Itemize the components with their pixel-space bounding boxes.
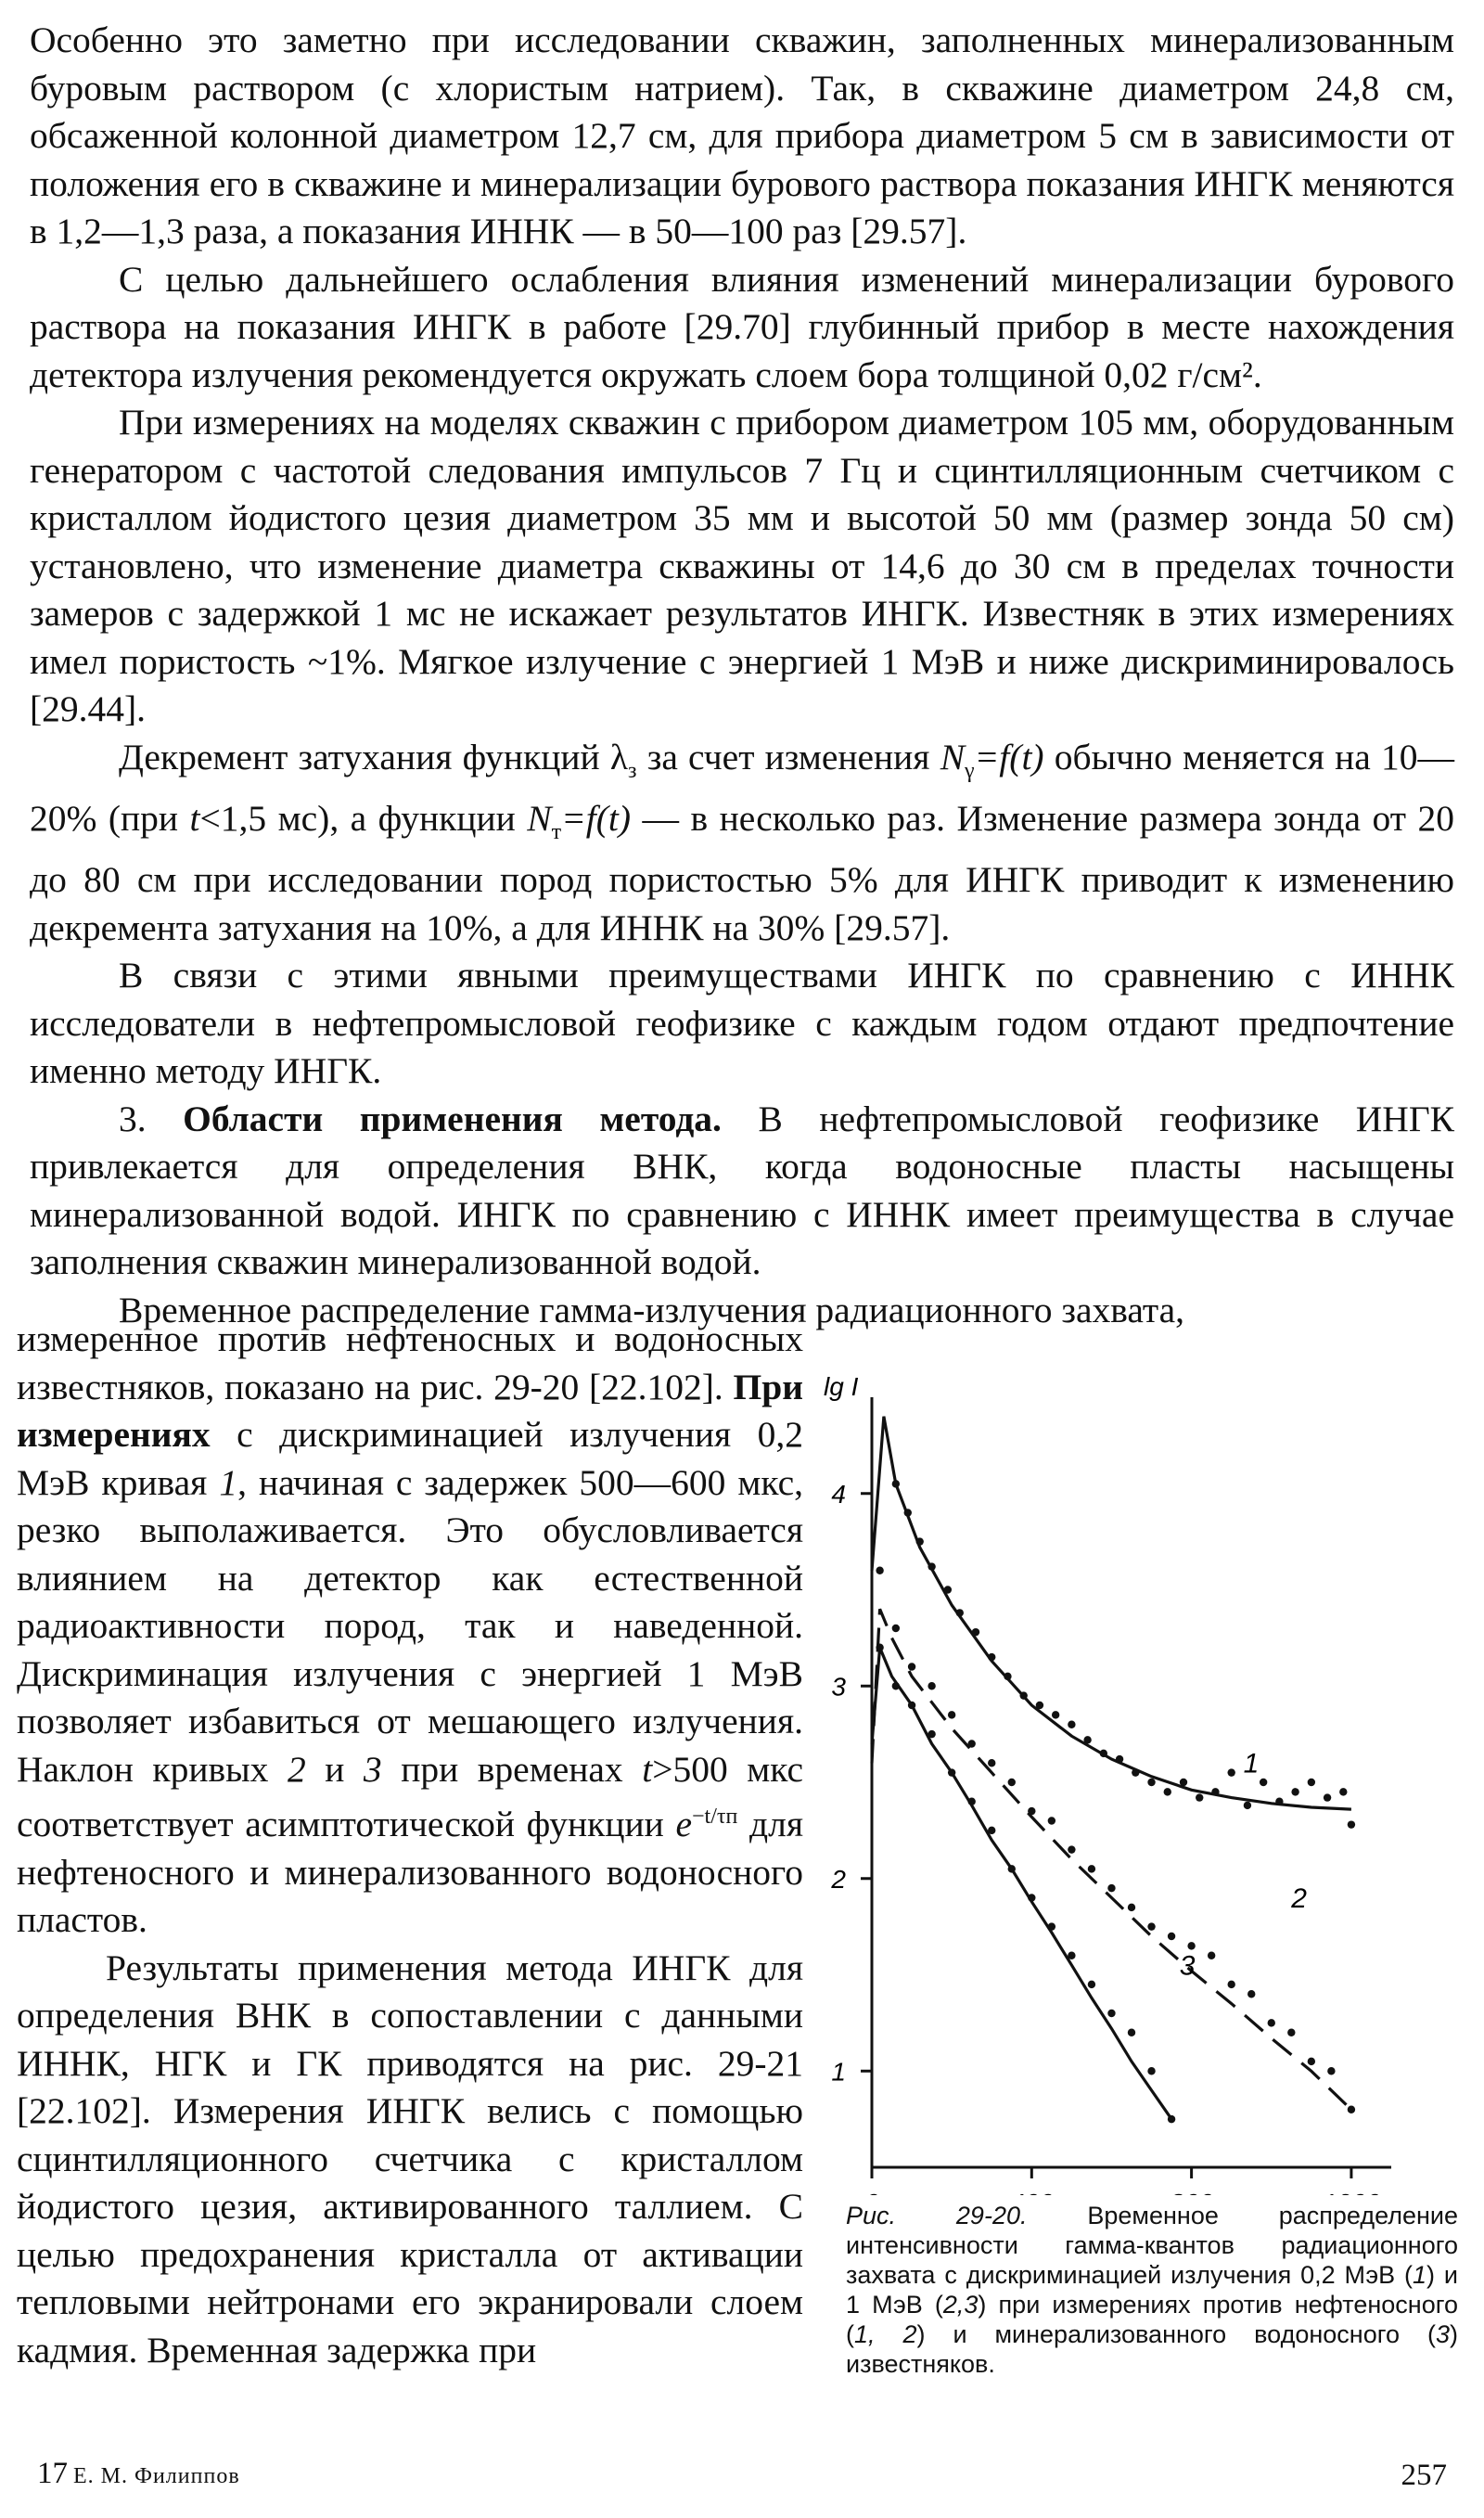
p4-t: t [189, 797, 200, 839]
curve-label-1: 1 [1243, 1748, 1260, 1779]
p7-exp: e [675, 1804, 692, 1845]
p7-text-a: измеренное против нефтеносных и водоносных известняков, показано на рис. 29-20 [22.102]. [17, 1318, 803, 1407]
p7-bold: При измерениях [17, 1366, 803, 1455]
caption-c12: 1, 2 [854, 2320, 917, 2348]
p6-num: 3. [119, 1098, 184, 1139]
paragraph-2: С целью дальнейшего ослабления влияния изменений минерализации бурового раствора на показания ИНГК в работе [29.70] глубинный прибор в месте нахождения детектора излучения рекомендуется окружать слоем бора толщиной 0,02 г/см². [30, 258, 1454, 395]
p4-text-b: за счет изменения [636, 736, 940, 777]
p4-text-d: <1,5 мс), а функции [199, 797, 528, 839]
caption-text-c: ) при измерениях против нефтеносного ( [846, 2291, 1458, 2348]
data-point-2 [928, 1682, 935, 1689]
data-point-2 [1068, 1845, 1075, 1853]
data-point-1 [1324, 1793, 1331, 1801]
data-point-1 [1100, 1750, 1107, 1757]
data-point-1 [1308, 1779, 1315, 1786]
data-point-3 [1168, 2115, 1175, 2123]
caption-c23: 2,3 [942, 2291, 979, 2319]
p7-exp-sup: −t/τп [691, 1805, 738, 1829]
signature-number: 17 [37, 2457, 68, 2490]
data-point-1 [1196, 1793, 1203, 1801]
p7-text-d: при временах [381, 1748, 643, 1790]
data-point-1 [1052, 1711, 1059, 1718]
p7-t: t [642, 1748, 653, 1790]
data-point-3 [1147, 2067, 1155, 2075]
paragraph-6 [30, 1096, 1454, 1287]
data-point-1 [1260, 1779, 1267, 1786]
data-point-2 [1327, 2067, 1335, 2075]
data-point-1 [1211, 1788, 1219, 1795]
data-point-3 [988, 1827, 995, 1834]
caption-text-a: Временное распределение интенсивности гамма-квантов радиационного захвата с дискриминацией излучения 0,2 МэВ ( [846, 2202, 1458, 2289]
data-point-1 [1275, 1798, 1283, 1805]
data-point-2 [876, 1567, 883, 1574]
data-point-2 [1028, 1807, 1035, 1815]
p4-func2-rest: =f(t) [561, 797, 632, 839]
caption-text-e: ) известняков. [846, 2320, 1458, 2378]
data-point-3 [1128, 2029, 1135, 2036]
data-point-1 [1116, 1755, 1123, 1763]
p4-text-e: — в несколько раз. Изменение размера зонда от 20 до 80 см при исследовании пород пористостью 5% для ИНГК приводит к изменению декремента затухания на 10%, а для ИННК на 30% [29.57]. [30, 797, 1454, 948]
data-point-2 [1227, 1981, 1235, 1988]
footer-signature [37, 2457, 240, 2491]
data-point-3 [1107, 2010, 1115, 2017]
data-point-1 [1132, 1768, 1139, 1776]
y-tick-label: 3 [831, 1672, 846, 1702]
data-point-2 [1187, 1942, 1195, 1949]
chart-labels [1180, 1749, 1308, 1982]
data-point-2 [1348, 2106, 1355, 2113]
p7-text-b: с дискриминацией излучения 0,2 МэВ кривая [17, 1414, 803, 1503]
paragraph-8: Результаты применения метода ИНГК для определения ВНК в сопоставлении с данными ИННК, НГК и ГК приводятся на рис. 29-21 [22.102]. Измерения ИНГК велись с помощью сцинтилляционного счетчика с кристаллом йодистого цезия, активированного таллием. С целью предохранения кристалла от активации тепловыми нейтронами его экранировали слоем кадмия. Временная задержка при [17, 1946, 803, 2370]
data-point-2 [1008, 1779, 1016, 1786]
data-point-1 [1004, 1673, 1011, 1680]
data-point-1 [1244, 1802, 1251, 1809]
paragraph-3: При измерениях на моделях скважин с прибором диаметром 105 мм, оборудованным генератором с частотой следования импульсов 7 Гц и сцинтилляционным счетчиком с кристаллом йодистого цезия диаметром 35 мм и высотой 50 мм (размер зонда 50 см) установлено, что изменение диаметра скважины от 14,6 до 30 см в пределах точности замеров с задержкой 1 мс не искажает результатов ИНГК. Известняк в этих измерениях имел пористость ~1%. Мягкое излучение с энергией 1 МэВ и ниже дискриминировалось [29.44]. [30, 402, 1454, 729]
data-point-1 [1227, 1768, 1235, 1776]
data-point-1 [1164, 1788, 1171, 1795]
data-point-2 [1287, 2029, 1295, 2036]
caption-c3: 3 [1435, 2320, 1450, 2348]
p7-curve1: 1 [219, 1461, 238, 1503]
data-point-1 [1180, 1779, 1187, 1786]
data-point-1 [1083, 1736, 1091, 1743]
data-point-3 [892, 1682, 900, 1689]
p4-sub: з [628, 758, 637, 783]
data-point-2 [1048, 1817, 1055, 1824]
data-point-1 [904, 1509, 912, 1516]
data-point-1 [988, 1653, 995, 1661]
curve-2 [872, 1609, 1351, 2110]
paragraph-7-body [17, 1316, 803, 1945]
data-point-1 [1147, 1779, 1155, 1786]
chart-axes [824, 1372, 1391, 2195]
paragraph-4 [30, 734, 1454, 953]
data-point-1 [944, 1586, 952, 1593]
data-point-3 [1068, 1952, 1075, 1959]
y-axis-label: lg I [824, 1372, 859, 1401]
data-point-2 [1247, 1990, 1255, 1998]
data-point-2 [1128, 1904, 1135, 1911]
data-point-3 [1008, 1865, 1016, 1872]
data-point-3 [1088, 1981, 1095, 1988]
data-point-2 [892, 1625, 900, 1632]
page-body [30, 17, 1454, 1334]
data-point-2 [1208, 1952, 1215, 1959]
p4-func2: N [527, 797, 552, 839]
data-point-1 [915, 1537, 923, 1545]
data-point-3 [876, 1644, 883, 1651]
p4-func1: N [940, 736, 966, 777]
p4-func1-sub: γ [965, 758, 975, 783]
data-point-2 [1147, 1922, 1155, 1930]
data-point-2 [1168, 1933, 1175, 1940]
y-tick-label: 1 [831, 2057, 846, 2087]
data-point-2 [1107, 1884, 1115, 1892]
paragraph-5: В связи с этими явными преимуществами ИНГК по сравнению с ИННК исследователи в нефтепромысловой геофизике с каждым годом отдают предпочтение именно методу ИНГК. [30, 955, 1454, 1092]
page-number: 257 [1401, 2459, 1447, 2492]
author-name: Е. М. Филиппов [73, 2464, 240, 2488]
paragraph-1: Особенно это заметно при исследовании скважин, заполненных минерализованным буровым раствором (с хлористым натрием). Так, в скважине диаметром 24,8 см, обсаженной колонной диаметром 12,7 см, для прибора диаметром 5 см в зависимости от положения его в скважине и минерализации бурового раствора показания ИНГК меняются в 1,2—1,3 раза, а показания ИННК — в 50—100 раз [29.57]. [30, 19, 1454, 251]
y-tick-label: 2 [831, 1864, 846, 1894]
data-point-3 [1048, 1922, 1055, 1930]
y-tick-label: 4 [831, 1479, 846, 1509]
chart-points [876, 1480, 1355, 2123]
p7-text-c: , начиная с задержек 500—600 мкс, резко выполаживается. Это обусловливается влиянием на детектор как естественной радиоактивности пород, так и наведенной. Дискриминация излучения с энергией 1 МэВ позволяет избавиться от мешающего излучения. Наклон кривых [17, 1461, 803, 1790]
x-tick-label [1323, 2189, 1381, 2195]
p7-curve2: 2 [287, 1748, 306, 1790]
x-tick-label [1170, 2189, 1213, 2195]
data-point-2 [1308, 2058, 1315, 2065]
data-point-2 [908, 1663, 915, 1670]
p6-rest: В нефтепромысловой геофизике ИНГК привлекается для определения ВНК, когда водоносные пласты насыщены минерализованной водой. ИНГК по сравнению с ИННК имеет преимущества в случае заполнения скважин минерализованной водой. [30, 1098, 1454, 1283]
data-point-3 [908, 1702, 915, 1709]
curve-label-3: 3 [1179, 1950, 1196, 1982]
paragraph-7-first-line: Временное распределение гамма-излучения радиационного захвата, [119, 1289, 1185, 1330]
data-point-3 [1028, 1894, 1035, 1901]
data-point-1 [928, 1562, 935, 1570]
data-point-1 [1339, 1788, 1347, 1795]
p4-func2-sub: т [551, 819, 562, 844]
curve-1 [872, 1417, 1351, 1809]
p7-and: и [305, 1748, 364, 1790]
p7-text-f: для нефтеносного и минерализованного водоносного пластов. [17, 1804, 804, 1941]
x-tick-label [864, 2189, 879, 2195]
p4-text-c: обычно меняется на 10—20% (при [30, 736, 1454, 839]
data-point-2 [1268, 2019, 1275, 2026]
p7-curve3: 3 [363, 1748, 382, 1790]
p4-func1-rest: =f(t) [974, 736, 1044, 777]
data-point-1 [1036, 1702, 1043, 1709]
data-point-1 [1068, 1721, 1075, 1728]
caption-text [846, 2201, 1458, 2379]
chart-svg [798, 1360, 1447, 2195]
caption-c1: 1 [1413, 2261, 1427, 2289]
data-point-1 [1019, 1691, 1027, 1699]
curve-3 [872, 1648, 1171, 2119]
data-point-2 [967, 1740, 975, 1747]
data-point-1 [972, 1628, 979, 1636]
p7-text-e: >500 мкс соответствует асимптотической функции [17, 1748, 803, 1845]
data-point-1 [956, 1609, 964, 1616]
figure-caption [846, 2201, 1458, 2379]
data-point-3 [928, 1730, 935, 1738]
curve-label-2: 2 [1291, 1882, 1307, 1914]
figure-29-20 [798, 1360, 1456, 2200]
caption-label: Рис. 29-20. [846, 2202, 1028, 2229]
data-point-2 [948, 1711, 955, 1718]
p6-heading: Области применения метода. [183, 1098, 722, 1139]
data-point-1 [892, 1480, 900, 1487]
data-point-2 [1088, 1865, 1095, 1872]
left-column [17, 1316, 803, 2374]
caption-text-d: ) и минерализованного водоносного ( [916, 2320, 1436, 2348]
data-point-2 [988, 1759, 995, 1766]
data-point-3 [967, 1798, 975, 1805]
data-point-1 [1291, 1788, 1298, 1795]
data-point-1 [1348, 1820, 1355, 1828]
p4-text-a: Декремент затухания функций λ [119, 736, 629, 777]
x-tick-label [1010, 2189, 1054, 2195]
data-point-3 [948, 1768, 955, 1776]
caption-text-b: ) и 1 МэВ ( [846, 2261, 1459, 2319]
